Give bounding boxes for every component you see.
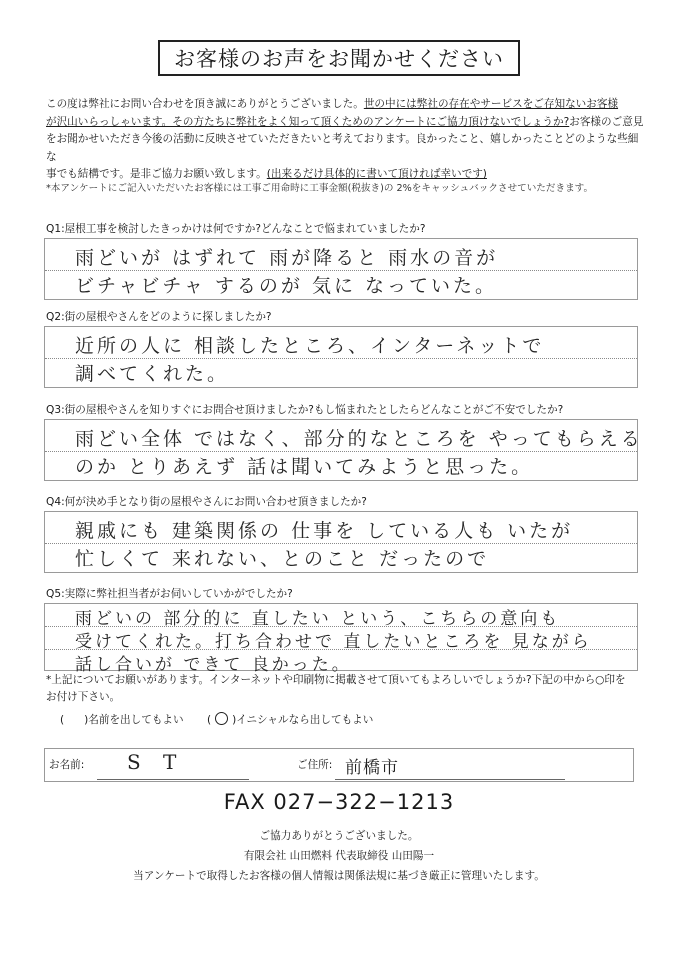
cashback-note: *本アンケートにご記入いただいたお客様には工事ご用命時に工事金額(税抜き)の 2%をキャッシュバックさせていただきます。 <box>46 183 594 194</box>
intro-line-4a: 事でも結構です。是非ご協力お願い致します。 <box>46 168 267 180</box>
signature-box <box>44 748 634 782</box>
answer-box-2 <box>44 326 638 388</box>
question-3-label: Q3:街の屋根やさんを知りすぐにお問合せ頂けましたか?もし悩まれたとしたらどんなことがご不安でしたか? <box>46 404 564 416</box>
company-text: 有限会社 山田燃料 代表取締役 山田陽一 <box>243 850 435 862</box>
name-label: お名前: <box>49 759 85 771</box>
answer-box-1 <box>44 238 638 300</box>
consent-line-2: お付け下さい。 <box>46 691 121 703</box>
intro-text <box>46 96 646 184</box>
answer-2-line-1: 近所の人に 相談したところ、インターネットで <box>75 335 545 357</box>
answer-1-line-1: 雨どいが はずれて 雨が降ると 雨水の音が <box>75 247 499 269</box>
consent-line-1: *上記についてお願いがあります。インターネットや印刷物に掲載させて頂いてもよろしいでしょうか?下記の中から○印を <box>46 674 626 686</box>
answer-2-line-2: 調べてくれた。 <box>75 363 230 385</box>
consent-request <box>46 672 646 706</box>
question-5-label: Q5:実際に弊社担当者がお伺いしていかがでしたか? <box>46 588 293 600</box>
answer-box-4 <box>44 511 638 573</box>
intro-line-2b: お客様のご意見 <box>569 115 644 128</box>
answer-3-line-2: のか とりあえず 話は聞いてみようと思った。 <box>75 456 534 478</box>
paren-open: ( <box>207 714 212 726</box>
intro-line-4b: (出来るだけ具体的に書いて頂ければ幸いです) <box>266 168 487 180</box>
choice-full-name-label: )名前を出してもよい <box>84 714 184 726</box>
answer-4-line-1: 親戚にも 建築関係の 仕事を している人も いたが <box>75 520 574 542</box>
privacy-text: 当アンケートで取得したお客様の個人情報は関係法規に基づき厳正に管理いたします。 <box>133 870 545 882</box>
address-value: 前橋市 <box>345 758 399 778</box>
answer-box-3 <box>44 419 643 481</box>
address-label: ご住所: <box>297 759 333 771</box>
choice-full-name[interactable] <box>60 712 184 727</box>
page-title: お客様のお声をお聞かせください <box>158 40 520 76</box>
answer-5-line-1: 雨どいの 部分的に 直したい という、こちらの意向も <box>75 609 561 629</box>
answer-1-line-2: ビチャビチャ するのが 気に なっていた。 <box>75 275 497 297</box>
fax-number: FAX 027−322−1213 <box>223 790 455 814</box>
circle-mark-icon <box>215 712 228 725</box>
answer-3-line-1: 雨どい全体 ではなく、部分的なところを やってもらえる <box>75 428 643 450</box>
answer-5-line-3: 話し合いが できて 良かった。 <box>75 655 352 675</box>
name-value: S T <box>127 750 185 774</box>
thanks-text: ご協力ありがとうございました。 <box>259 830 419 842</box>
intro-line-1a: この度は弊社にお問い合わせを頂き誠にありがとうございました。 <box>46 98 364 110</box>
paren-open: ( <box>60 714 65 726</box>
intro-line-1b: 世の中には弊社の存在やサービスをご存知ないお客様 <box>363 98 619 110</box>
question-4-label: Q4:何が決め手となり街の屋根やさんにお問い合わせ頂きましたか? <box>46 496 367 508</box>
choice-initials-label: )イニシャルなら出してもよい <box>232 714 374 726</box>
intro-line-4 <box>46 166 646 184</box>
intro-line-2 <box>46 114 646 132</box>
question-1-label: Q1:屋根工事を検討したきっかけは何ですか?どんなことで悩まれていましたか? <box>46 223 426 235</box>
answer-4-line-2: 忙しくて 来れない、とのこと だったので <box>75 548 490 570</box>
question-2-label: Q2:街の屋根やさんをどのように探しましたか? <box>46 311 272 323</box>
intro-line-1 <box>46 96 646 114</box>
choice-initials[interactable] <box>207 712 373 727</box>
address-underline <box>335 779 565 780</box>
answer-5-line-2: 受けてくれた。打ち合わせで 直したいところを 見ながら <box>75 632 592 652</box>
intro-line-2a: が沢山いらっしゃいます。その方たちに弊社をよく知って頂くためのアンケートにご協力頂けないでしょうか? <box>46 115 570 128</box>
name-underline <box>97 779 249 780</box>
intro-line-3: をお聞かせいただき今後の活動に反映させていただきたいと考えております。良かったこと、嬉しかったことどのような些細な <box>46 133 639 163</box>
answer-box-5 <box>44 603 638 675</box>
